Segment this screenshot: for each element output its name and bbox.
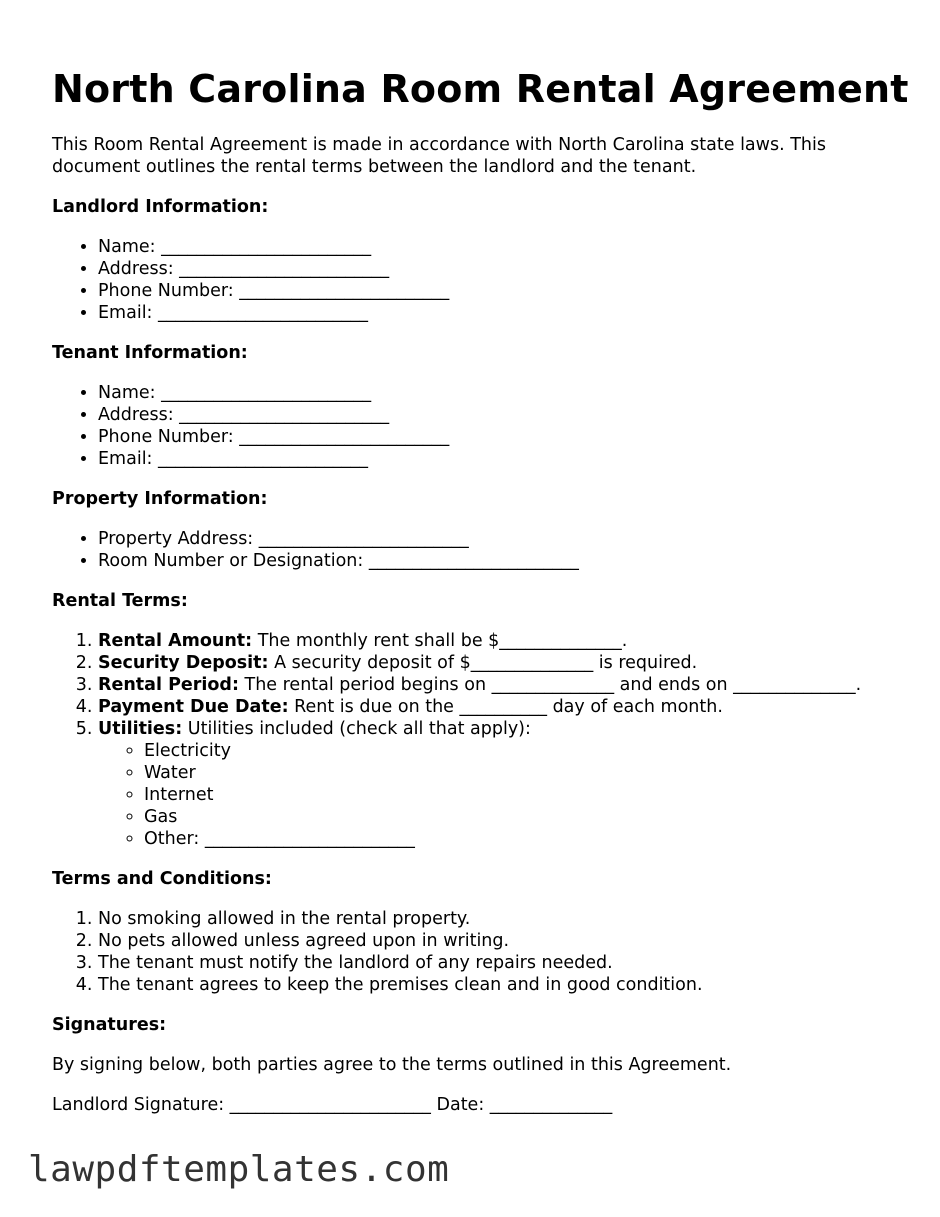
landlord-name-field: • Name: ________________________ <box>98 236 912 258</box>
landlord-list <box>52 236 912 324</box>
utilities-list <box>98 740 912 850</box>
utilities-term <box>98 718 912 850</box>
document-title: North Carolina Room Rental Agreement <box>52 67 909 111</box>
term-label: Utilities: <box>98 719 183 739</box>
security-deposit-term <box>98 652 912 674</box>
term-text: A security deposit of $______________ is required. <box>268 653 698 673</box>
room-number-field: • Room Number or Designation: ________________________ <box>98 550 912 572</box>
term-text: The monthly rent shall be $______________. <box>252 631 628 651</box>
signatures-text: By signing below, both parties agree to the terms outlined in this Agreement. <box>52 1055 732 1075</box>
conditions-list <box>52 908 912 996</box>
document-page <box>52 66 912 1116</box>
utility-water: ◦ Water <box>144 762 912 784</box>
term-text: The rental period begins on ______________ and ends on ______________. <box>238 675 862 695</box>
intro-paragraph: This Room Rental Agreement is made in accordance with North Carolina state laws. This document outlines the rental terms between the landlord and the tenant. <box>52 135 826 177</box>
condition-item: 3. The tenant must notify the landlord of any repairs needed. <box>98 952 912 974</box>
term-label: Security Deposit: <box>98 653 269 673</box>
tenant-address-field: • Address: ________________________ <box>98 404 912 426</box>
property-list <box>52 528 912 572</box>
property-heading: Property Information: <box>52 489 268 509</box>
watermark: lawpdftemplates.com <box>28 1149 450 1190</box>
signatures-heading: Signatures: <box>52 1015 167 1035</box>
rental-terms-heading: Rental Terms: <box>52 591 188 611</box>
term-text: Rent is due on the __________ day of each month. <box>288 697 723 717</box>
conditions-heading: Terms and Conditions: <box>52 869 272 889</box>
term-label: Payment Due Date: <box>98 697 289 717</box>
utility-electricity: ◦ Electricity <box>144 740 912 762</box>
tenant-name-field: • Name: ________________________ <box>98 382 912 404</box>
tenant-heading: Tenant Information: <box>52 343 248 363</box>
tenant-list <box>52 382 912 470</box>
term-label: Rental Amount: <box>98 631 253 651</box>
landlord-address-field: • Address: ________________________ <box>98 258 912 280</box>
utility-internet: ◦ Internet <box>144 784 912 806</box>
rental-amount-term <box>98 630 912 652</box>
landlord-phone-field: • Phone Number: ________________________ <box>98 280 912 302</box>
term-label: Rental Period: <box>98 675 239 695</box>
tenant-phone-field: • Phone Number: ________________________ <box>98 426 912 448</box>
condition-item: 2. No pets allowed unless agreed upon in writing. <box>98 930 912 952</box>
tenant-email-field: • Email: ________________________ <box>98 448 912 470</box>
utility-other: ◦ Other: ________________________ <box>144 828 912 850</box>
landlord-heading: Landlord Information: <box>52 197 269 217</box>
condition-item: 4. The tenant agrees to keep the premises clean and in good condition. <box>98 974 912 996</box>
landlord-signature-line: Landlord Signature: _______________________ Date: ______________ <box>52 1095 613 1115</box>
landlord-email-field: • Email: ________________________ <box>98 302 912 324</box>
rental-period-term <box>98 674 912 696</box>
property-address-field: • Property Address: ________________________ <box>98 528 912 550</box>
rental-terms-list <box>52 630 912 850</box>
payment-due-term <box>98 696 912 718</box>
term-text: Utilities included (check all that apply): <box>182 719 531 739</box>
utility-gas: ◦ Gas <box>144 806 912 828</box>
condition-item: 1. No smoking allowed in the rental property. <box>98 908 912 930</box>
